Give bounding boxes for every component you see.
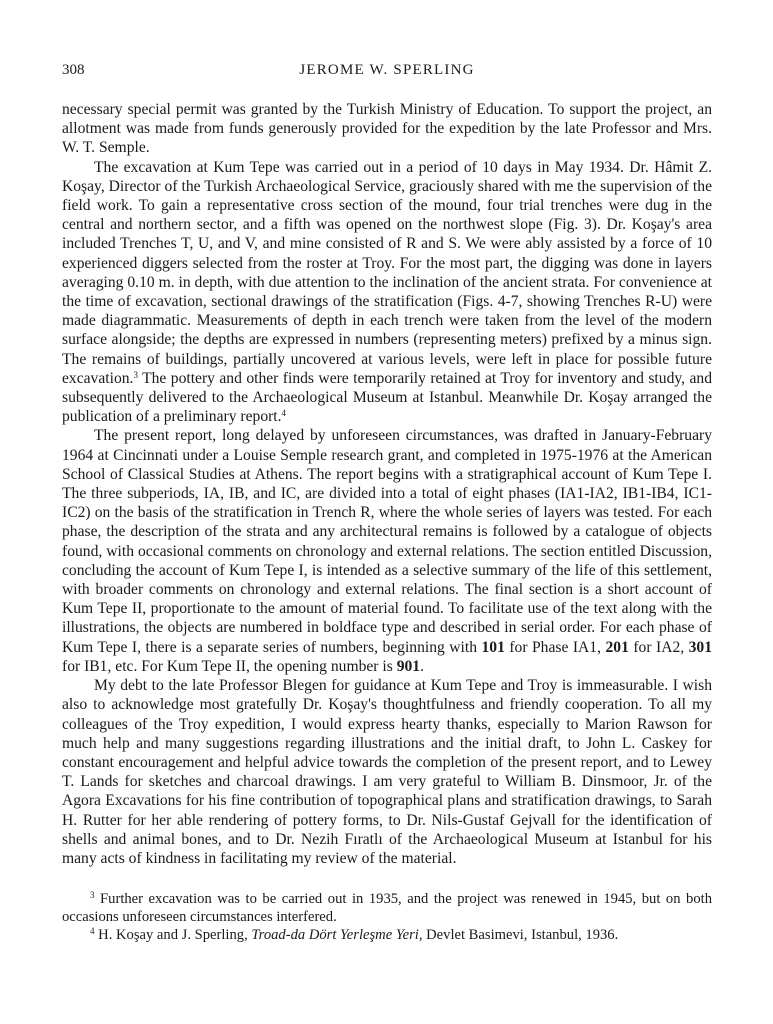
- footnote-4-mark: 4: [90, 926, 95, 937]
- paragraph-3-text-c: for IA2,: [628, 638, 689, 656]
- paragraph-3-text-d: for IB1, etc. For Kum Tepe II, the opening number is: [62, 657, 397, 675]
- footnote-3: [62, 890, 712, 926]
- footnote-4-title: Troad-da Dört Yerleşme Yeri,: [251, 927, 423, 944]
- paragraph-2: [62, 158, 712, 427]
- running-head: JEROME W. SPERLING: [299, 62, 475, 78]
- footnote-3-text: Further excavation was to be carried out in 1935, and the project was renewed in 1945, but on both occasions unforeseen circumstances interfered.: [62, 891, 712, 926]
- footnote-3-mark: 3: [90, 890, 95, 901]
- footnote-ref-4: 4: [281, 408, 287, 419]
- page-header: [62, 62, 712, 86]
- paragraph-3-text-a: The present report, long delayed by unforeseen circumstances, was drafted in January-February 1964 at Cincinnati under a Louise Semple research grant, and completed in 1975-1976 at the American School of Classical Studies at Athens. The report begins with a stratigraphical account of Kum Tepe I. The three subperiods, IA, IB, and IC, are divided into a total of eight phases (IA1-IA2, IB1-IB4, IC1-IC2) on the basis of the stratification in Trench R, where the whole series of layers was tested. For each phase, the description of the strata and any architectural remains is followed by a catalogue of objects found, with occasional comments on chronology and external relations. The section entitled Discussion, concluding the account of Kum Tepe I, is intended as a selective summary of the life of this settlement, with broader comments on chronology and external relations. The final section is a short account of Kum Tepe II, proportionate to the amount of material found. To facilitate use of the text along with the illustrations, the objects are numbered in boldface type and described in serial order. For each phase of Kum Tepe I, there is a separate series of numbers, beginning with: [62, 427, 712, 656]
- object-number-201: 201: [605, 638, 629, 656]
- footnote-4-text-b: Devlet Basimevi, Istanbul, 1936.: [422, 927, 619, 944]
- object-number-301: 301: [688, 638, 713, 656]
- object-number-901: 901: [396, 657, 421, 675]
- paragraph-4: My debt to the late Professor Blegen for guidance at Kum Tepe and Troy is immeasurable. I wish also to acknowledge most gratefully Dr. Koşay's thoughtfulness and friendly cooperation. To all my colleagues of the Troy expedition, I would express hearty thanks, especially to Marion Rawson for much help and many suggestions regarding illustrations and the initial draft, to John L. Caskey for constant encouragement and helpful advice towards the completion of the present report, and to Lewey T. Lands for sketches and charcoal drawings. I am very grateful to William B. Dinsmoor, Jr. of the Agora Excavations for his fine contribution of topographical plans and stratification drawings, to Sarah H. Rutter for her able rendering of pottery forms, to Dr. Nils-Gustaf Gejvall for the identification of shells and animal bones, and to Dr. Nezih Fıratlı of the Archaeological Museum at Istanbul for his many acts of kindness in facilitating my review of the material.: [62, 677, 712, 867]
- paragraph-2-text-b: The pottery and other finds were temporarily retained at Troy for inventory and study, and subsequently delivered to the Archaeological Museum at Istanbul. Meanwhile Dr. Koşay arranged the publication of a preliminary report.: [62, 369, 712, 426]
- paragraph-3: [62, 426, 712, 676]
- paragraph-3-text-e: .: [420, 657, 424, 675]
- paragraph-1: necessary special permit was granted by the Turkish Ministry of Education. To support the project, an allotment was made from funds generously provided for the expedition by the late Professor and Mrs. W. T. Semple.: [62, 101, 712, 157]
- paragraph-2-text-a: The excavation at Kum Tepe was carried out in a period of 10 days in May 1934. Dr. Hâmit Z. Koşay, Director of the Turkish Archaeological Service, graciously shared with me the supervision of the field work. To gain a representative cross section of the mound, four trial trenches were dug in the central and northern sector, and a fifth was opened on the northwest slope (Fig. 3). Dr. Koşay's area included Trenches T, U, and V, and mine consisted of R and S. We were ably assisted by a force of 10 experienced diggers selected from the roster at Troy. For the most part, the digging was done in layers averaging 0.10 m. in depth, with due attention to the inclination of the ancient strata. For convenience at the time of excavation, sectional drawings of the stratification (Figs. 4-7, showing Trenches R-U) were made diagrammatic. Measurements of depth in each trench were taken from the level of the modern surface alongside; the depths are expressed in numbers (representing meters) prefixed by a minus sign. The remains of buildings, partially uncovered at various levels, were left in place for possible future excavation.: [62, 158, 712, 387]
- page: [62, 62, 712, 944]
- footnote-ref-3: 3: [133, 369, 138, 380]
- body-text: [62, 100, 712, 868]
- object-number-101: 101: [481, 638, 505, 656]
- footnote-4-text-a: H. Koşay and J. Sperling,: [94, 927, 252, 944]
- page-number: 308: [62, 62, 85, 78]
- paragraph-3-text-b: for Phase IA1,: [504, 638, 606, 656]
- footnotes: [62, 890, 712, 944]
- footnote-4: [62, 926, 712, 944]
